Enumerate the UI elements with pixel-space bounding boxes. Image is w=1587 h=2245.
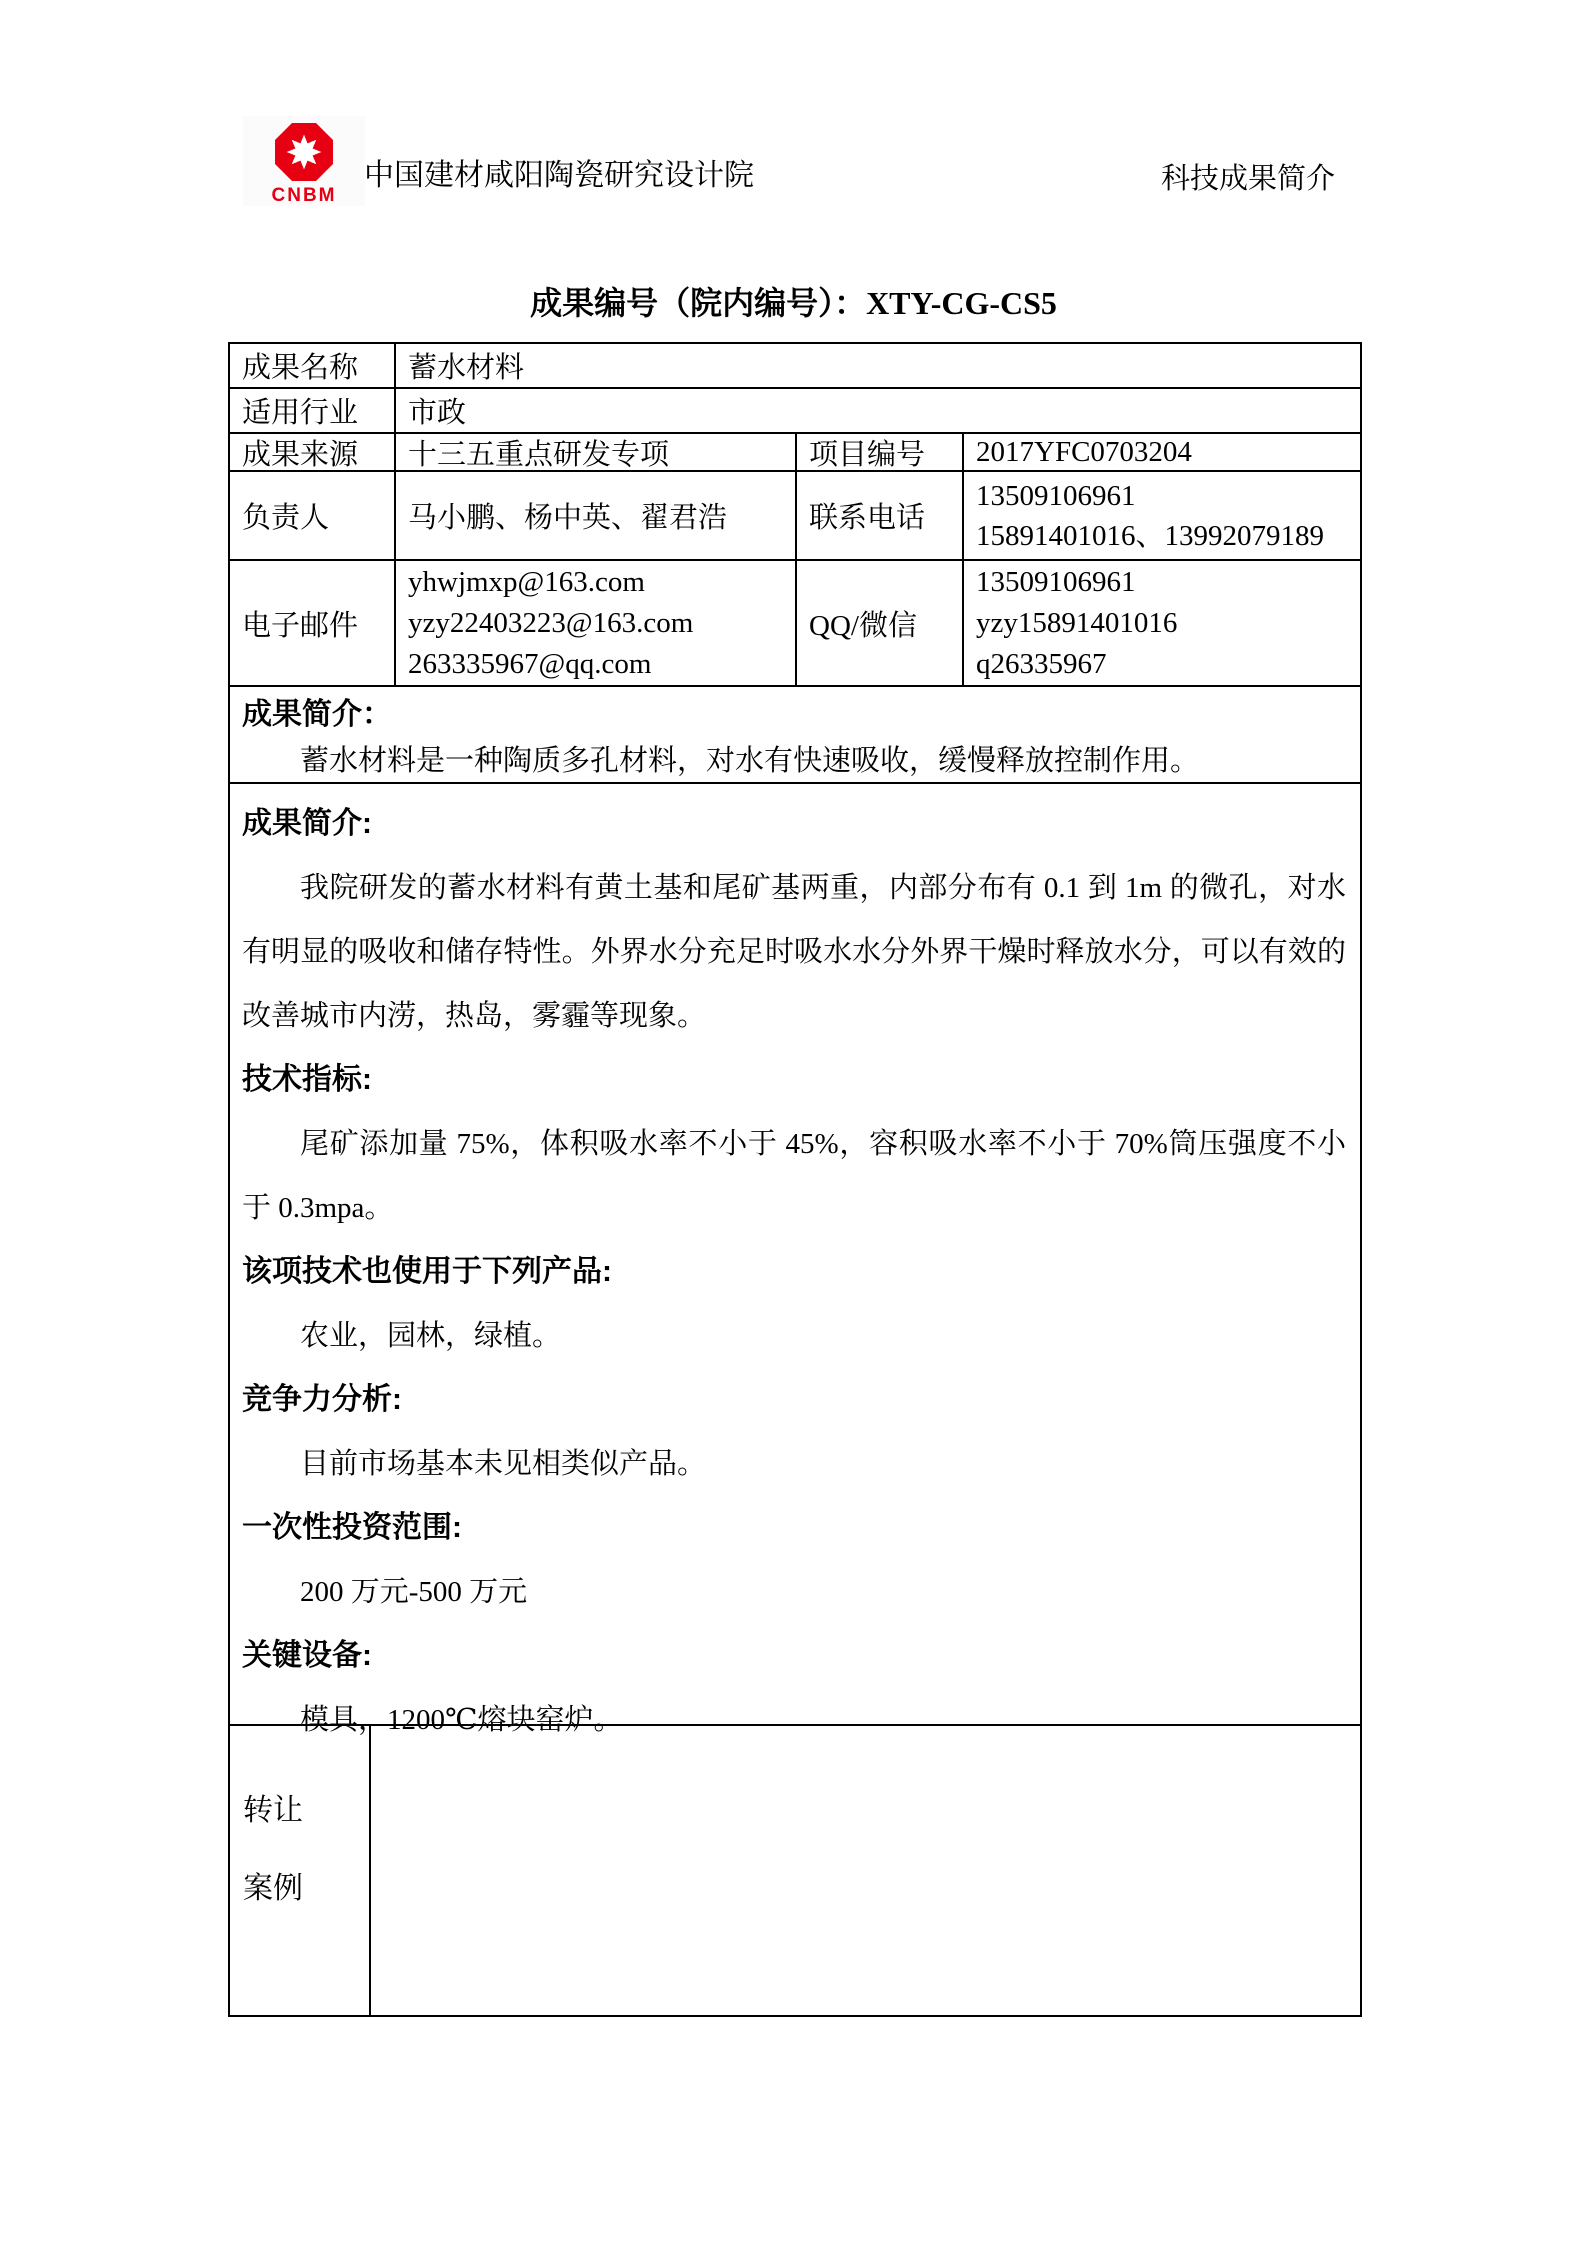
table-row-leader <box>230 470 1360 559</box>
transfer-label-line: 案例 <box>243 1872 303 1905</box>
leader-label: 负责人 <box>242 502 330 534</box>
brief-heading: 成果简介： <box>242 698 392 731</box>
table-row-transfer-cases <box>230 1724 1360 2015</box>
email-label: 电子邮件 <box>242 609 359 642</box>
brief-text: 蓄水材料是一种陶质多孔材料，对水有快速吸收，缓慢释放控制作用。 <box>300 745 1200 777</box>
table-row-email <box>230 559 1360 685</box>
table-row-name <box>230 344 1360 387</box>
transfer-label-line: 转让 <box>243 1794 303 1827</box>
section-intro <box>242 792 1346 1048</box>
section-heading: 技术指标: <box>242 1063 372 1096</box>
page-title: 成果编号（院内编号）：XTY-CG-CS5 <box>530 285 1057 321</box>
cnbm-logo-text: CNBM <box>271 185 337 206</box>
section-paragraph: 200 万元-500 万元 <box>300 1576 528 1608</box>
section-paragraph: 目前市场基本未见相类似产品。 <box>300 1448 707 1480</box>
phone-value <box>962 472 1360 559</box>
section-paragraph: 我院研发的蓄水材料有黄土基和尾矿基两重，内部分布有 0.1 到 1m 的微孔，对水有明显的吸收和储存特性。外界水分充足时吸水水分外界干燥时释放水分，可以有效的改善城市内涝，热岛，雾霾等现象。 <box>242 872 1346 1032</box>
phone-line: 15891401016、13992079189 <box>976 519 1325 552</box>
institute-name: 中国建材咸阳陶瓷研究设计院 <box>364 159 754 192</box>
industry-value: 市政 <box>394 389 1360 432</box>
source-value: 十三五重点研发专项 <box>394 434 795 470</box>
phone-label: 联系电话 <box>795 472 962 559</box>
email-line: 263335967@qq.com <box>408 647 652 680</box>
brief-section <box>230 685 1360 782</box>
email-value <box>394 561 795 685</box>
source-label: 成果来源 <box>242 438 359 470</box>
name-value: 蓄水材料 <box>394 344 1360 387</box>
section-heading: 成果简介: <box>242 807 372 840</box>
qq-value <box>962 561 1360 685</box>
table-row-source <box>230 432 1360 470</box>
section-investment-range <box>242 1496 1346 1624</box>
cnbm-octagon-star-icon <box>275 123 333 181</box>
detail-sections <box>230 782 1360 1736</box>
section-heading: 关键设备: <box>242 1639 372 1672</box>
section-other-products <box>242 1240 1346 1368</box>
project-no-label: 项目编号 <box>795 434 962 470</box>
doc-type-label: 科技成果简介 <box>1161 163 1336 195</box>
qq-line: yzy15891401016 <box>976 606 1178 639</box>
email-line: yzy22403223@163.com <box>408 606 694 639</box>
transfer-cases-label <box>230 1726 369 2015</box>
leader-value: 马小鹏、杨中英、翟君浩 <box>394 472 795 559</box>
industry-label: 适用行业 <box>242 397 359 429</box>
table-row-industry <box>230 387 1360 432</box>
name-label: 成果名称 <box>242 352 359 384</box>
section-paragraph: 农业，园林，绿植。 <box>300 1320 562 1352</box>
achievement-table <box>228 342 1362 2017</box>
section-heading: 一次性投资范围: <box>242 1511 462 1544</box>
cnbm-logo <box>243 116 365 206</box>
qq-label: QQ/微信 <box>795 561 962 685</box>
project-no-value: 2017YFC0703204 <box>962 434 1360 470</box>
section-tech-specs <box>242 1048 1346 1240</box>
section-paragraph: 模具，1200℃熔块窑炉。 <box>300 1704 623 1736</box>
transfer-cases-value <box>369 1726 1360 2015</box>
section-heading: 竞争力分析: <box>242 1383 402 1416</box>
section-competitiveness <box>242 1368 1346 1496</box>
section-paragraph: 尾矿添加量 75%，体积吸水率不小于 45%，容积吸水率不小于 70%筒压强度不小于 0.3mpa。 <box>242 1128 1346 1224</box>
qq-line: q26335967 <box>976 647 1107 680</box>
section-heading: 该项技术也使用于下列产品: <box>242 1255 612 1288</box>
qq-line: 13509106961 <box>976 565 1136 598</box>
email-line: yhwjmxp@163.com <box>408 565 645 598</box>
phone-line: 13509106961 <box>976 479 1136 512</box>
